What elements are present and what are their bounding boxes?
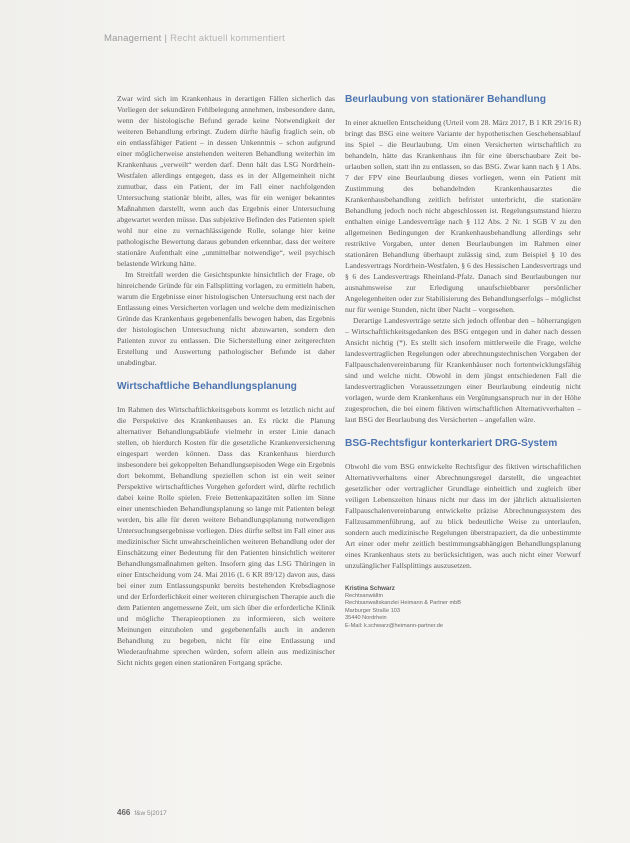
author-line: Rechtsanwaltskanzlei Heimann & Partner mbB bbox=[345, 600, 461, 607]
body-paragraph: Derartige Landesverträge setzte sich jedoch offenbar den – höherrangigen – Wirtschaftlichkeitsgedanken des BSG entgegen und in daher nach dessen Ansicht nichtig (*). Es stellt sich insofern mittlerweile die Frage, welche landesvertraglichen Regelungen oder abrechnungstechnischen Vorgaben der Fallpauschalenvereinbarung für Krankenhäuser noch fortentwicklungsfähig sind und welche nicht. Obwohl in dem jüngst entschiedenen Fall die landesvertraglichen Voraussetzungen einer Beurlaubung eindeutig nicht vorlagen, wurde dem Krankenhaus ein Vergütungsanspruch nur in der Höhe zugesprochen, die bei einem fiktiven wirtschaftlichen Alternativverhalten – laut BSG der Beurlaubung des Versicherten – angefallen wäre. bbox=[345, 316, 581, 424]
section-heading-wirtschaftliche-behandlungsplanung: Wirtschaftliche Behandlungsplanung bbox=[117, 381, 297, 392]
author-line: Rechtsanwältin bbox=[345, 592, 383, 599]
header-separator: | bbox=[164, 33, 168, 44]
right-column bbox=[345, 93, 581, 631]
author-line: Marburger Straße 103 bbox=[345, 607, 401, 614]
page-footer bbox=[117, 808, 167, 817]
body-paragraph: Im Streitfall werden die Gesichtspunkte hinsichtlich der Frage, ob hinreichende Gründe für ein Fallsplitting vorlagen, zu ermitteln haben, warum die Ergebnisse einer histologischen Untersuchung erst nach der Entlassung eines Versicherten vorlagen und welche dem medizinischen Gründe das Krankenhaus gegebenenfalls bewogen haben, das Ergebnis der histologischen Untersuchung nicht abzuwarten, sondern den Patienten zuvor zu entlassen. Die Sicherstellung einer zeitgerechten Erstellung und Auswertung pathologischer Befunde ist daher unabdingbar. bbox=[117, 270, 335, 367]
section-heading-beurlaubung: Beurlaubung von stationärer Behandlung bbox=[345, 94, 546, 105]
publication-name: f&w 5|2017 bbox=[134, 810, 167, 817]
author-email[interactable]: E-Mail: k.schwarz@heimann-partner.de bbox=[345, 622, 444, 629]
page-number: 466 bbox=[117, 808, 131, 817]
section-heading-bsg-rechtsfigur: BSG-Rechtsfigur konterkariert DRG-System bbox=[345, 438, 558, 449]
left-column bbox=[117, 93, 335, 668]
body-paragraph: In einer aktuellen Entscheidung (Urteil vom 28. März 2017, B 1 KR 29/16 R) bringt das BSG eine weitere Variante der hypothetischen Geschehensablauf ins Spiel – die Beurlaubung. Um einen Versicherten wirtschaftlich zu behandeln, hätte das Krankenhaus ihn für eine überschaubare Zeit beurlauben sollen, statt ihn zu entlassen, so das BSG. Zwar kann nach § 1 Abs. 7 der FPV eine Beurlaubung dieses vorliegen, wenn ein Patient mit Zustimmung des behandelnden Krankenhausarztes die Krankenhausbehandlung zeitlich befristet unterbricht, die stationäre Behandlung jedoch noch nicht abgeschlossen ist. Regelungsumstand hierzu enthalten einige Landesverträge nach § 112 Abs. 2 Nr. 1 SGB V zu den allgemeinen Bedingungen der Krankenhausbehandlung allerdings sehr restriktive Vorgaben, unter denen Beurlaubungen im Rahmen einer stationären Behandlung überhaupt zulässig sind, zum Beispiel § 10 des Landesvertrags Nordrhein-Westfalen, § 6 des Hessischen Landesvertrags und § 6 des Landesvertrags Rheinland-Pfalz. Danach sind Beurlaubungen nur ausnahmsweise zur Erledigung unaufschiebbarer persönlicher Angelegenheiten oder zur Stabilisierung des Behandlungserfolgs – möglichst nur für wenige Stunden, nicht über Nacht – vorgesehen. bbox=[345, 118, 581, 314]
body-paragraph: Im Rahmen des Wirtschaftlichkeitsgebots kommt es letztlich nicht auf die Perspektive des Krankenhauses an. Es rückt die Planung alternativer Behandlungsabläufe vielmehr in erster Linie danach stellen, ob hierdurch Kosten für die gesetzliche Krankenversicherung eingespart werden können. Dass das Krankenhaus hierdurch insbesondere bei gekoppelten Behandlungsepisoden Wege ein Ergebnis dort bekommt, Behandlung speziellen schon ist ein weit seiner Perspektive wirtschaftliches Vorgehen gefordert wird, dürfte rechtlich dabei keine Rolle spielen. Freie Bettenkapazitäten sollen im Sinne einer unentschieden Behandlungsplanung so lange mit Patienten belegt werden, bis alle für deren weitere Behandlungsplanung notwendigen Untersuchungsergebnisse vorliegen. Dies dürfte selbst im Fall einer aus medizinischer Sicht unwahrscheinlichen weiteren Behandlung oder der Einschätzung einer Bedeutung für den Patienten hinsichtlich weiterer Behandlungsmaßnahmen gelten. Insofern ging das LSG Thüringen in einer Entscheidung vom 24. Mai 2016 (L 6 KR 89/12) davon aus, dass bei einer zum Entlassungspunkt bereits bestehenden Krebsdiagnose und der Erforderlichkeit einer weiteren chirurgischen Therapie auch die dem Patienten angemessene Zeit, um sich über die erforderliche Klinik und mögliche Therapieoptionen zu informieren, sich weitere Meinungen einzuholen und gegebenenfalls auch in anderen Behandlung zu begeben, nicht für eine Entlassung und Wiederaufnahme sprechen würden, sofern allein aus medizinischer Sicht nichts gegen einen stationären Fortgang spräche. bbox=[117, 405, 335, 667]
header-subsection: Recht aktuell kommentiert bbox=[170, 33, 285, 44]
author-box bbox=[345, 585, 581, 631]
author-line: 35440 Nordrhein bbox=[345, 615, 387, 622]
author-name: Kristina Schwarz bbox=[345, 585, 395, 592]
body-paragraph: Obwohl die vom BSG entwickelte Rechtsfigur des fiktiven wirtschaftlichen Alternativverhaltens einer Abrechnungsregel darstellt, die ungeachtet gesetzlicher oder vertraglicher Grundlage einheitlich und zugleich über veiligen Lebenszeiten hinaus nicht nur dass im der jährlich aktualisierten Fallpauschalenvereinbarung entwickelte präzise Abrechnungssystem des Fallzusammenführung, auf zu blick bedeutliche Weise zu unterlaufen, sondern auch medizinische Regelungen überstrapaziert, da die unbestimmte Art einer oder mehr zeitlich bestimmungsabhängigen Behandlungsplanung eines Krankenhaus stets zu berücksichtigen, was auch nicht einer Vorwurf unzulänglicher Fallsplittings auszusetzen. bbox=[345, 462, 581, 570]
running-header bbox=[104, 33, 285, 44]
header-section: Management bbox=[104, 33, 162, 44]
body-paragraph: Zwar wird sich im Krankenhaus in derartigen Fällen sicherlich das Vorliegen der sekundären Fehlbelegung annehmen, insbesondere dann, wenn der histologische Befund gerade keine Notwendigkeit der weiteren Behandlung erbringt. Zudem dürfte häufig fraglich sein, ob ein entlassfähiger Patient – in dessen Unkenntnis – schon aufgrund einer möglicherweise anstehenden weiteren Behandlung weiterhin im Krankenhaus „verweilt“ werden darf. Denn hält das LSG Nordrhein-Westfalen allerdings entgegen, dass es in der Allgemeinheit nicht zumutbar, dass ein Patient, der im Fall einer nachfolgenden Untersuchung stationär bleibt, alles, was für ein weniger bekanntes Maßnahmen darstellt, wenn auch das Ergebnis einer Untersuchung abgewartet werden müsse. Das subjektive Befinden des Patienten spielt wohl nur eine zu vernachlässigende Rolle, solange hier keine pathologische Bewertung daraus gebunden erkennbar, dass der weitere stationäre Aufenthalt eine „unmittelbar notwendige“, weil psychisch belastende Wirkung hätte. bbox=[117, 94, 335, 268]
